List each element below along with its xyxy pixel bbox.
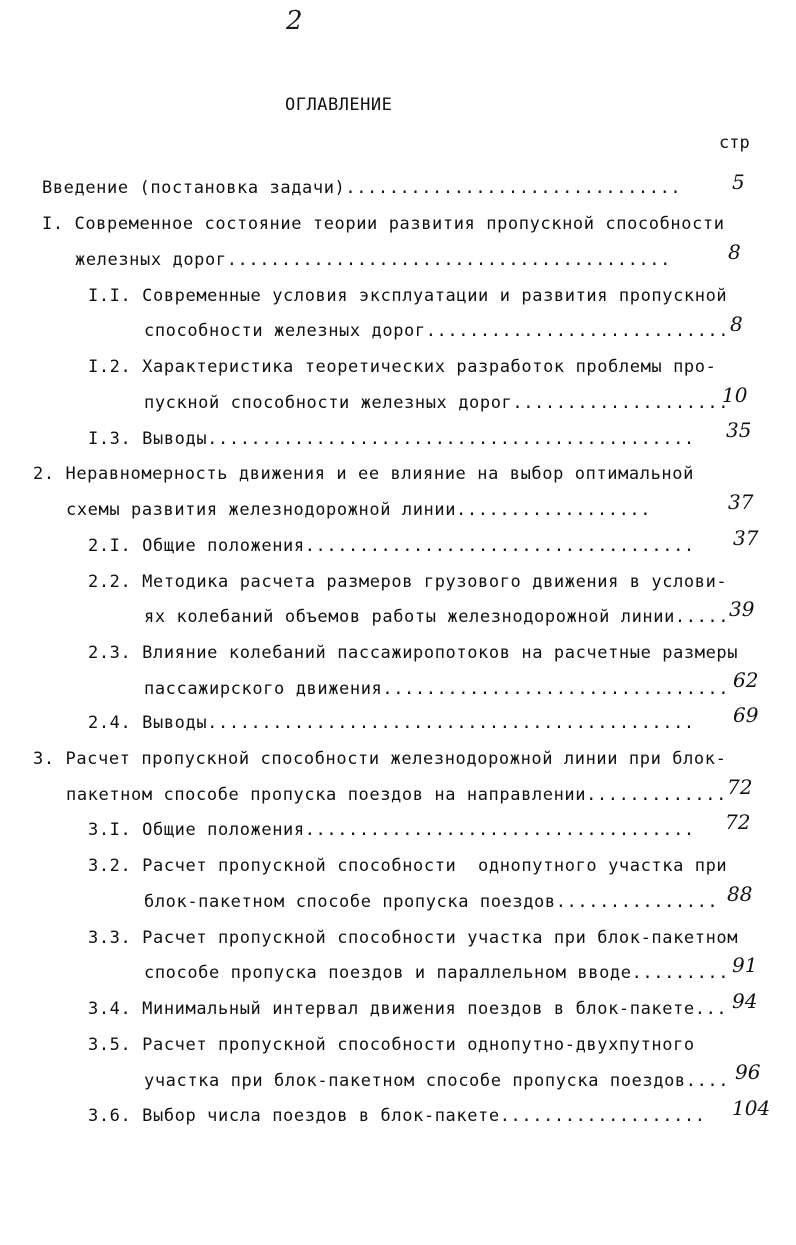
toc-line: 3.I. Общие положения.................................... (88, 820, 695, 840)
toc-line: способности железных дорог............................ (144, 321, 730, 341)
toc-page-number: 94 (732, 989, 758, 1013)
toc-page-number: 72 (727, 775, 753, 799)
toc-line: пакетном способе пропуска поездов на направлении............. (66, 785, 727, 805)
toc-page-number: 37 (728, 490, 754, 514)
toc-line: 2.4. Выводы............................................. (88, 713, 695, 733)
toc-line: блок-пакетном способе пропуска поездов............... (144, 892, 719, 912)
toc-page-number: 88 (727, 882, 753, 906)
toc-line: 3.4. Минимальный интервал движения поездов в блок-пакете... (88, 999, 728, 1019)
toc-page-number: 37 (733, 526, 759, 550)
toc-line: ях колебаний объемов работы железнодорожной линии..... (144, 607, 730, 627)
toc-page-number: 96 (735, 1060, 761, 1084)
toc-page-number: 35 (726, 418, 752, 442)
toc-line: 2.2. Методика расчета размеров грузового движения в услови- (88, 572, 728, 592)
toc-line: 3.5. Расчет пропускной способности однопутно-двухпутного (88, 1035, 695, 1055)
toc-page-number: 5 (732, 170, 745, 194)
toc-line: I.3. Выводы............................................. (88, 429, 695, 449)
page-title: ОГЛАВЛЕНИЕ (285, 95, 393, 115)
toc-page-number: 8 (728, 240, 741, 264)
toc-line: пассажирского движения................................ (144, 679, 730, 699)
toc-line: способе пропуска поездов и параллельном вводе......... (144, 963, 730, 983)
toc-page-number: 62 (733, 668, 759, 692)
toc-page-number: 104 (732, 1096, 771, 1120)
toc-line: Введение (постановка задачи)............................... (42, 178, 682, 198)
toc-line: пускной способности железных дорог.................... (144, 393, 730, 413)
toc-line: I.I. Современные условия эксплуатации и развития пропускной (88, 286, 728, 306)
toc-page-number: 39 (729, 597, 755, 621)
toc-page-number: 69 (733, 703, 759, 727)
toc-line: 3. Расчет пропускной способности железнодорожной линии при блок- (33, 749, 727, 769)
toc-page-number: 8 (730, 312, 743, 336)
page-column-header: стр (719, 133, 750, 153)
toc-line: I.2. Характеристика теоретических разработок проблемы про- (88, 357, 717, 377)
toc-line: схемы развития железнодорожной линии.................. (66, 500, 652, 520)
toc-line: участка при блок-пакетном способе пропуска поездов.... (144, 1071, 730, 1091)
toc-line: 2.3. Влияние колебаний пассажиропотоков на расчетные размеры (88, 643, 739, 663)
toc-line: 2. Неравномерность движения и ее влияние на выбор оптимальной (33, 464, 694, 484)
toc-page-number: 72 (725, 810, 751, 834)
page-number: 2 (286, 6, 303, 36)
toc-line: 3.6. Выбор числа поездов в блок-пакете................... (88, 1106, 706, 1126)
toc-page-number: 91 (732, 953, 758, 977)
toc-page-number: 10 (722, 383, 748, 407)
toc-line: железных дорог......................................... (75, 250, 671, 270)
toc-line: 3.2. Расчет пропускной способности однопутного участка при (88, 856, 728, 876)
toc-line: I. Современное состояние теории развития пропускной способности (42, 214, 725, 234)
toc-line: 3.3. Расчет пропускной способности участка при блок-пакетном (88, 928, 739, 948)
toc-line: 2.I. Общие положения.................................... (88, 536, 695, 556)
